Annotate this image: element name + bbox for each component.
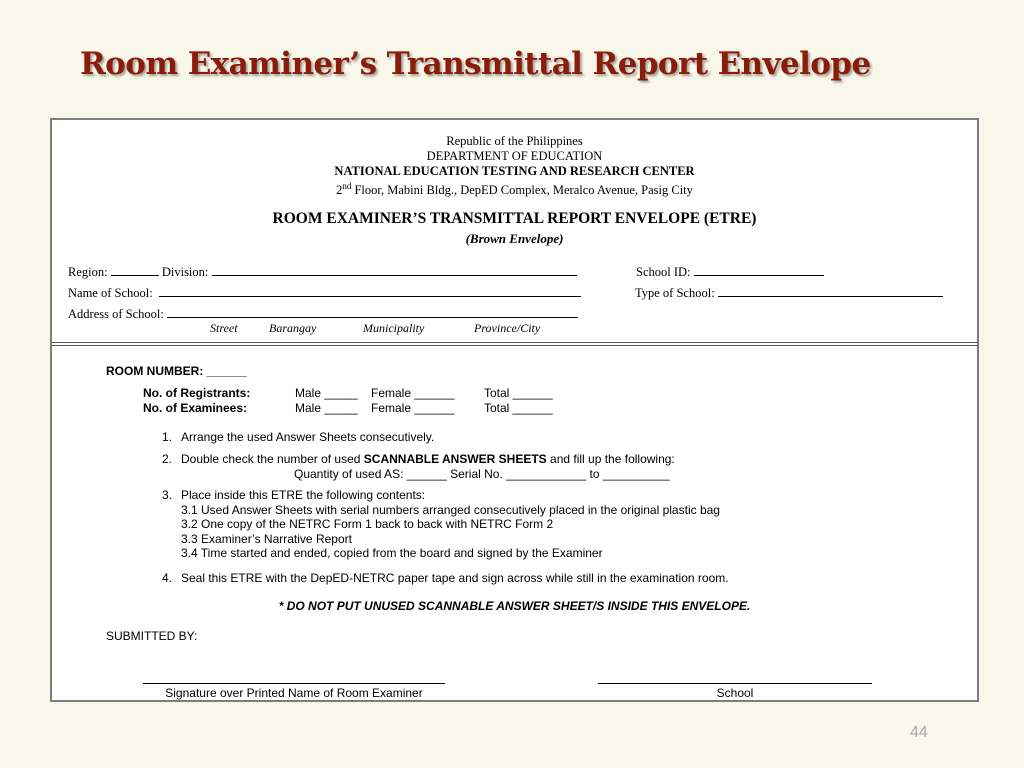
registrants-male[interactable]: Male _____ [295, 386, 358, 400]
address-province-label: Province/City [474, 321, 541, 335]
examinees-total[interactable]: Total ______ [484, 401, 553, 415]
region-blank[interactable] [111, 264, 159, 276]
room-number-label[interactable]: ROOM NUMBER: ______ [106, 364, 247, 378]
instruction-3-4: 3.4 Time started and ended, copied from the board and signed by the Examiner [181, 546, 603, 560]
instruction-3-1: 3.1 Used Answer Sheets with serial numbers arranged consecutively placed in the original plastic bag [181, 503, 720, 517]
school-signature-line[interactable] [598, 683, 872, 684]
address-barangay-label: Barangay [269, 321, 317, 335]
address-blank[interactable] [167, 306, 578, 318]
instruction-2-number: 2. [162, 452, 173, 466]
instruction-4-number: 4. [162, 571, 173, 585]
division-label: Division: [161, 265, 209, 279]
form-header-section [52, 120, 977, 342]
slide-title: Room Examiner’s Transmittal Report Envelope [80, 46, 871, 82]
address-field[interactable] [68, 306, 578, 322]
address-floor-suffix: nd [342, 181, 352, 191]
address-line [52, 179, 977, 198]
examiner-signature-label: Signature over Printed Name of Room Examiner [165, 686, 423, 700]
school-type-label: Type of School: [635, 286, 715, 300]
address-floor: 2 [336, 183, 343, 198]
address-street-label: Street [210, 321, 238, 335]
department-line: DEPARTMENT OF EDUCATION [426, 149, 603, 163]
region-label: Region: [68, 265, 108, 279]
instruction-3-2: 3.2 One copy of the NETRC Form 1 back to back with NETRC Form 2 [181, 517, 554, 531]
examinees-female[interactable]: Female ______ [371, 401, 455, 415]
region-field[interactable] [68, 264, 577, 280]
examinees-male[interactable]: Male _____ [295, 401, 358, 415]
instruction-2-bold: SCANNABLE ANSWER SHEETS [363, 452, 547, 466]
school-id-label: School ID: [636, 265, 691, 279]
etre-form [50, 118, 979, 702]
section-divider [52, 342, 977, 346]
registrants-female[interactable]: Female ______ [371, 386, 455, 400]
instruction-1: Arrange the used Answer Sheets consecutively. [181, 430, 435, 444]
registrants-label: No. of Registrants: [143, 386, 251, 400]
form-subtitle: (Brown Envelope) [465, 231, 564, 246]
instruction-2 [181, 452, 675, 466]
instruction-2-subline[interactable]: Quantity of used AS: ______ Serial No. ____________ to __________ [294, 467, 670, 481]
school-type-field[interactable] [635, 285, 943, 301]
page-number: 44 [910, 724, 928, 741]
school-signature-label: School [716, 686, 754, 700]
school-id-field[interactable] [636, 264, 824, 280]
school-type-blank[interactable] [718, 285, 943, 297]
school-name-field[interactable] [68, 285, 581, 301]
instruction-2-pre: Double check the number of used [181, 452, 364, 466]
instruction-3: Place inside this ETRE the following contents: [181, 488, 426, 502]
instruction-4: Seal this ETRE with the DepED-NETRC paper tape and sign across while still in the examination room. [181, 571, 729, 585]
school-name-label: Name of School: [68, 286, 153, 300]
instruction-1-number: 1. [162, 430, 173, 444]
address-rest: Floor, Mabini Bldg., DepED Complex, Meralco Avenue, Pasig City [351, 183, 693, 198]
examiner-signature-line[interactable] [143, 683, 445, 684]
examinees-label: No. of Examinees: [143, 401, 248, 415]
instruction-3-number: 3. [162, 488, 173, 502]
instruction-2-post: and fill up the following: [546, 452, 675, 466]
instruction-3-3: 3.3 Examiner’s Narrative Report [181, 532, 352, 546]
center-line: NATIONAL EDUCATION TESTING AND RESEARCH CENTER [334, 164, 695, 178]
republic-line: Republic of the Philippines [446, 134, 583, 148]
division-blank[interactable] [212, 264, 577, 276]
registrants-total[interactable]: Total ______ [484, 386, 553, 400]
submitted-by-label: SUBMITTED BY: [106, 629, 198, 643]
school-id-blank[interactable] [694, 264, 824, 276]
address-label: Address of School: [68, 307, 164, 321]
school-name-blank[interactable] [159, 285, 581, 297]
warning-note: * DO NOT PUT UNUSED SCANNABLE ANSWER SHEET/S INSIDE THIS ENVELOPE. [278, 599, 751, 613]
form-title: ROOM EXAMINER’S TRANSMITTAL REPORT ENVELOPE (ETRE) [272, 210, 757, 227]
address-municipality-label: Municipality [363, 321, 425, 335]
